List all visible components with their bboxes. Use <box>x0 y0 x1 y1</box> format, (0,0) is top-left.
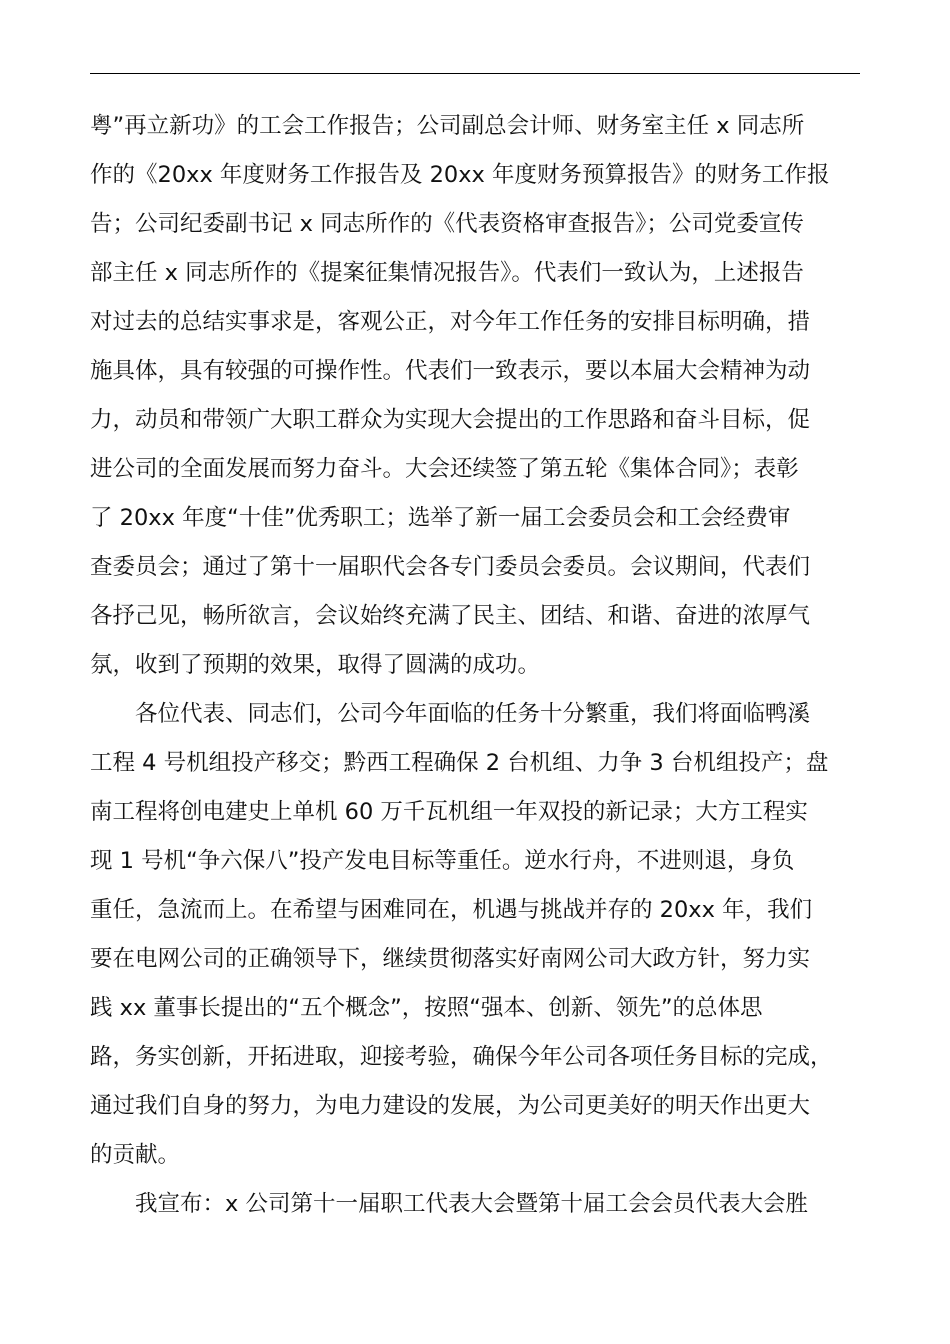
document-body <box>90 102 860 1229</box>
text-line <box>90 151 860 200</box>
text-line <box>90 1082 860 1131</box>
line-text: 现 1 号机“争六保八”投产发电目标等重任。逆水行舟，不进则退，身负 <box>90 848 795 874</box>
text-line <box>90 1180 860 1229</box>
line-text: 粤”再立新功》的工会工作报告；公司副总会计师、财务室主任 x 同志所 <box>90 113 805 139</box>
line-text: 各位代表、同志们，公司今年面临的任务十分繁重，我们将面临鸭溪 <box>135 701 811 727</box>
text-line <box>90 1131 860 1180</box>
header-rule <box>90 73 860 74</box>
line-text: 南工程将创电建史上单机 60 万千瓦机组一年双投的新记录；大方工程实 <box>90 799 808 825</box>
line-text: 了 20xx 年度“十佳”优秀职工；选举了新一届工会委员会和工会经费审 <box>90 505 791 531</box>
line-text: 各抒己见，畅所欲言，会议始终充满了民主、团结、和谐、奋进的浓厚气 <box>90 603 811 629</box>
text-line <box>90 445 860 494</box>
line-text: 作的《20xx 年度财务工作报告及 20xx 年度财务预算报告》的财务工作报 <box>90 162 830 188</box>
text-line <box>90 249 860 298</box>
paragraph-3 <box>90 1180 860 1229</box>
text-line <box>90 347 860 396</box>
text-line <box>90 396 860 445</box>
line-text: 进公司的全面发展而努力奋斗。大会还续签了第五轮《集体合同》；表彰 <box>90 456 799 482</box>
line-text: 部主任 x 同志所作的《提案征集情况报告》。代表们一致认为，上述报告 <box>90 260 804 286</box>
text-line <box>90 200 860 249</box>
line-text: 践 xx 董事长提出的“五个概念”，按照“强本、创新、领先”的总体思 <box>90 995 763 1021</box>
text-line <box>90 298 860 347</box>
text-line <box>90 837 860 886</box>
text-line <box>90 494 860 543</box>
text-line <box>90 592 860 641</box>
line-text: 工程 4 号机组投产移交；黔西工程确保 2 台机组、力争 3 台机组投产；盘 <box>90 750 829 776</box>
text-line <box>90 788 860 837</box>
line-text: 要在电网公司的正确领导下，继续贯彻落实好南网公司大政方针，努力实 <box>90 946 811 972</box>
text-line <box>90 1033 860 1082</box>
line-text: 重任，急流而上。在希望与困难同在，机遇与挑战并存的 20xx 年，我们 <box>90 897 813 923</box>
text-line <box>90 935 860 984</box>
line-text: 路，务实创新，开拓进取，迎接考验，确保今年公司各项任务目标的完成， <box>90 1044 833 1070</box>
line-text: 我宣布：x 公司第十一届职工代表大会暨第十届工会会员代表大会胜 <box>135 1191 808 1217</box>
text-line <box>90 690 860 739</box>
line-text: 的贡献。 <box>90 1142 181 1168</box>
line-text: 氛，收到了预期的效果，取得了圆满的成功。 <box>90 652 541 678</box>
text-line <box>90 739 860 788</box>
text-line <box>90 543 860 592</box>
text-line <box>90 641 860 690</box>
line-text: 施具体，具有较强的可操作性。代表们一致表示，要以本届大会精神为动 <box>90 358 811 384</box>
line-text: 力，动员和带领广大职工群众为实现大会提出的工作思路和奋斗目标，促 <box>90 407 811 433</box>
line-text: 通过我们自身的努力，为电力建设的发展，为公司更美好的明天作出更大 <box>90 1093 811 1119</box>
paragraph-1 <box>90 102 860 690</box>
text-line <box>90 886 860 935</box>
text-line <box>90 102 860 151</box>
text-line <box>90 984 860 1033</box>
line-text: 告；公司纪委副书记 x 同志所作的《代表资格审查报告》；公司党委宣传 <box>90 211 804 237</box>
line-text: 对过去的总结实事求是，客观公正，对今年工作任务的安排目标明确，措 <box>90 309 811 335</box>
line-text: 查委员会；通过了第十一届职代会各专门委员会委员。会议期间，代表们 <box>90 554 811 580</box>
paragraph-2 <box>90 690 860 1180</box>
